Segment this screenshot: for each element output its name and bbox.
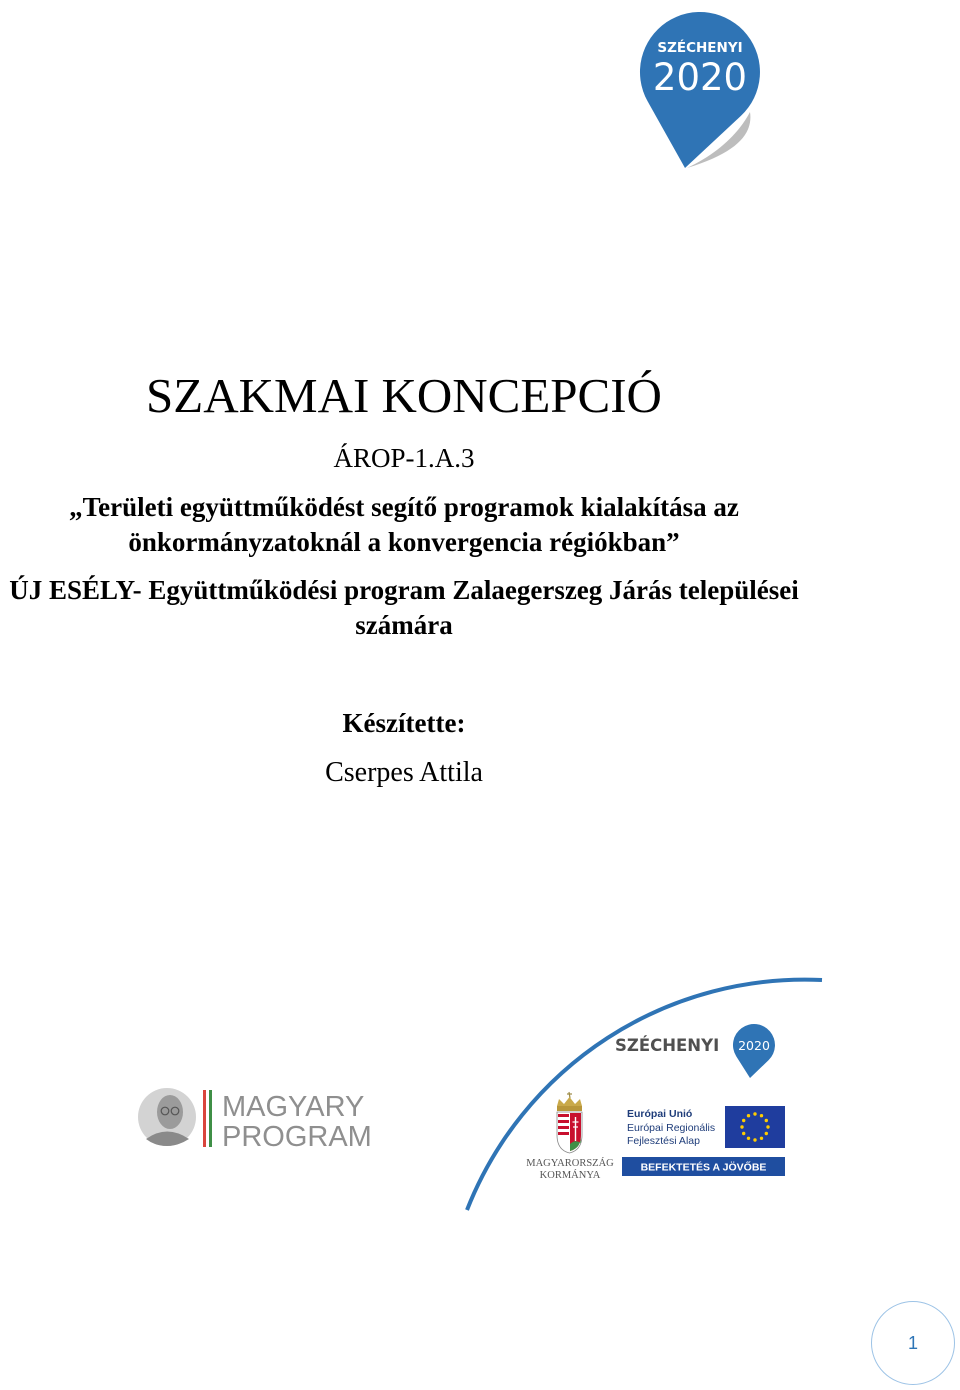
subtitle-line-2: önkormányzatoknál a konvergencia régiókban”: [128, 527, 680, 557]
magyary-program-logo: [138, 1088, 372, 1153]
szechenyi-2020-logo-top: [630, 0, 770, 180]
funding-logos-block: [0, 940, 960, 1240]
hungarian-government-logo: [526, 1092, 614, 1181]
shield-icon: [557, 1112, 582, 1153]
logo-name-text: SZÉCHENYI: [615, 1036, 720, 1055]
project-line-2: számára: [355, 610, 453, 640]
page-number-badge: [871, 1301, 955, 1385]
eu-flag-star: [760, 1137, 763, 1140]
eu-flag-star: [765, 1132, 768, 1135]
program-code: ÁROP-1.A.3: [333, 443, 475, 473]
tricolor-green-bar: [209, 1090, 212, 1147]
prepared-by-label: Készítette:: [342, 708, 466, 738]
page-number: 1: [907, 1332, 918, 1353]
eu-flag-star: [766, 1125, 769, 1128]
document-title: SZAKMAI KONCEPCIÓ: [146, 368, 662, 423]
eu-flag-star: [760, 1114, 763, 1117]
logo-year-text: 2020: [738, 1038, 770, 1053]
szechenyi-2020-logo-bottom: [615, 1024, 775, 1078]
logo-year-text: 2020: [652, 56, 748, 99]
government-text-line-1: MAGYARORSZÁG: [526, 1158, 614, 1169]
eu-text-line-2: Európai Regionális: [627, 1122, 716, 1134]
eu-flag-star: [742, 1132, 745, 1135]
subtitle-line-1: „Területi együttműködést segítő programok kialakítása az: [69, 492, 739, 522]
crown-icon: [557, 1092, 582, 1111]
eu-flag-star: [753, 1112, 756, 1115]
eu-flag-star: [747, 1137, 750, 1140]
project-line-1: ÚJ ESÉLY- Együttműködési program Zalaegerszeg Járás települései: [9, 575, 799, 605]
eu-text-line-1: Európai Unió: [627, 1108, 693, 1120]
eu-flag-star: [742, 1119, 745, 1122]
author-name: Cserpes Attila: [325, 757, 483, 788]
eu-flag-star: [740, 1125, 743, 1128]
program-text: PROGRAM: [222, 1121, 372, 1153]
eu-slogan-text: BEFEKTETÉS A JÖVŐBE: [640, 1161, 767, 1174]
magyary-text: MAGYARY: [222, 1091, 365, 1123]
eu-flag-star: [747, 1114, 750, 1117]
tricolor-red-bar: [203, 1090, 206, 1147]
logo-name-text: SZÉCHENYI: [657, 40, 743, 56]
eu-flag-star: [765, 1119, 768, 1122]
government-text-line-2: KORMÁNYA: [539, 1170, 601, 1181]
eu-text-line-3: Fejlesztési Alap: [627, 1135, 700, 1147]
eu-erdf-logo: [622, 1104, 785, 1176]
eu-flag-star: [753, 1138, 756, 1141]
